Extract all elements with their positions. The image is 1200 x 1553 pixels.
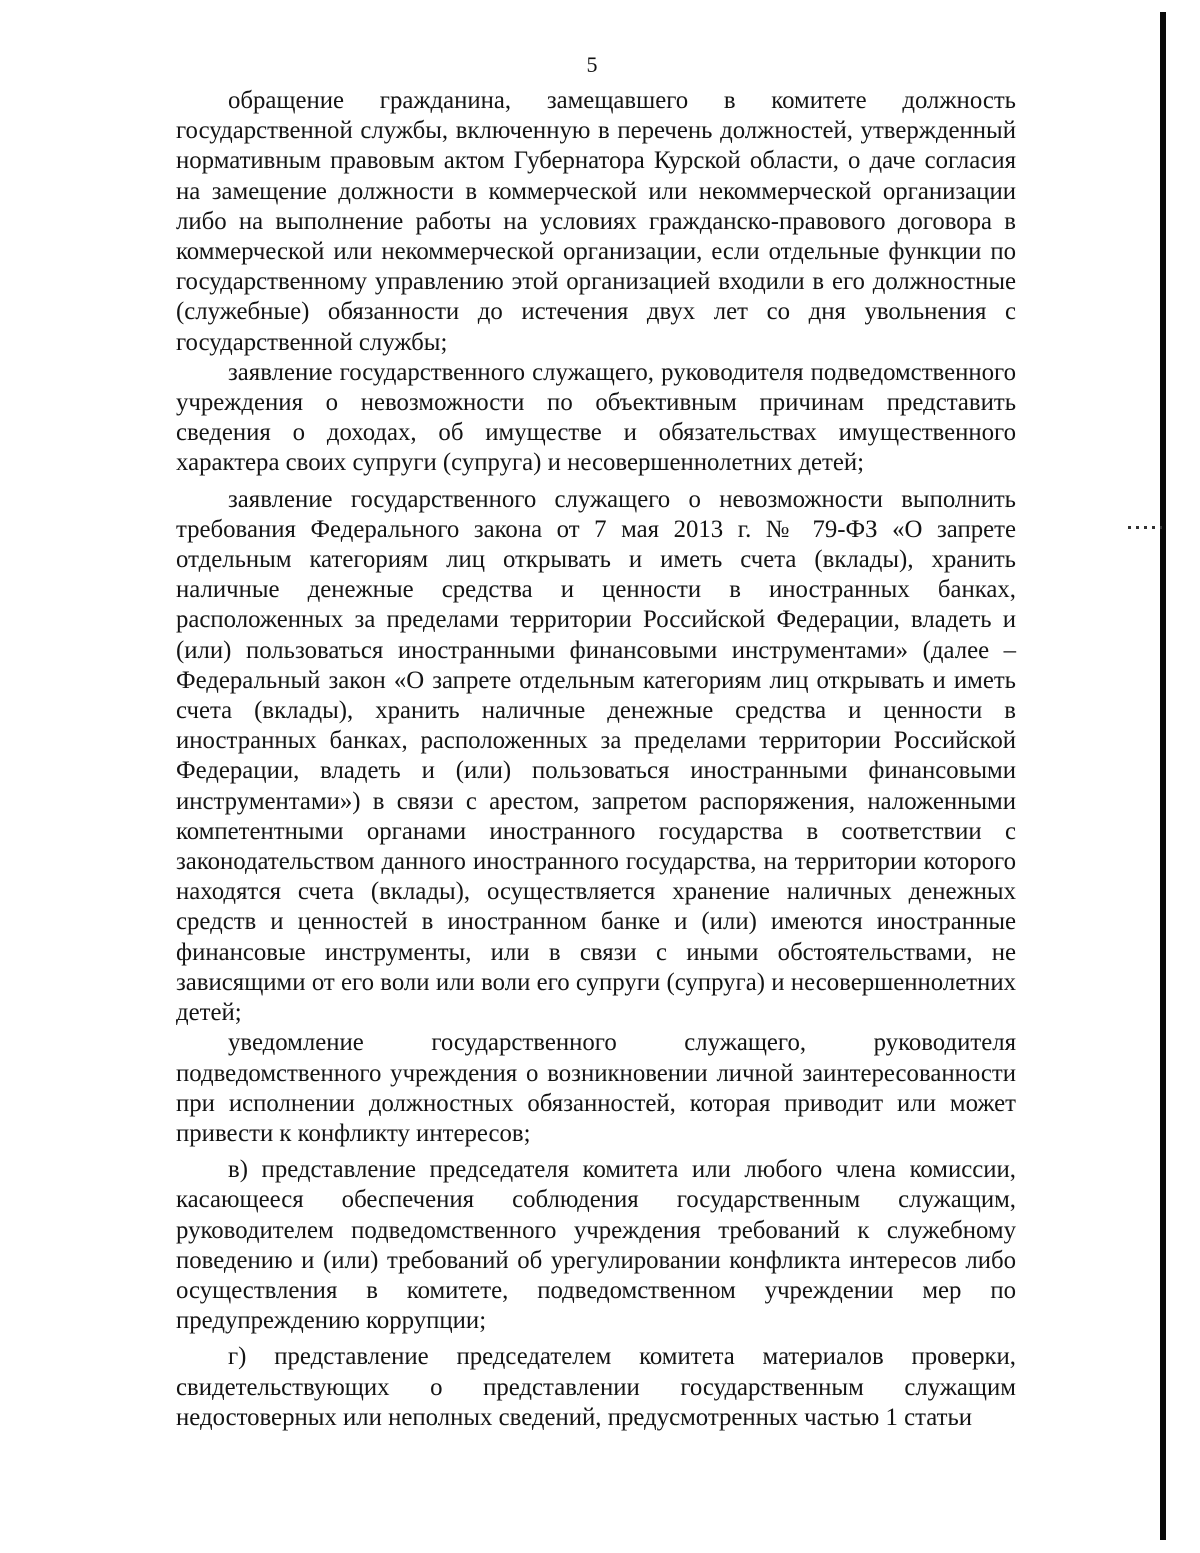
paragraph-appeal: обращение гражданина, замещавшего в комитете должность государственной службы, включенную в перечень должностей, утвержденный нормативным правовым актом Губернатора Курской области, о даче согласия на замещение должности в коммерческой или некоммерческой организации либо на выполнение работы на условиях гражданско-правового договора в коммерческой или некоммерческой организации, если отдельные функции по государственному управлению этой организацией входили в его должностные (служебные) обязанности до истечения двух лет со дня увольнения с государственной службы; [176, 87, 1016, 356]
paragraph-item-v: в) представление председателя комитета или любого члена комиссии, касающееся обеспечения соблюдения государственным служащим, руководителем подведомственного учреждения требований к служебному поведению и (или) требований об урегулировании конфликта интересов либо осуществления в комитете, подведомственном учреждении мер по предупреждению коррупции; [176, 1156, 1016, 1335]
paragraph-statement-foreign-accounts: заявление государственного служащего о невозможности выполнить требования Федерального закона от 7 мая 2013 г. № 79-ФЗ «О запрете отдельным категориям лиц открывать и иметь счета (вклады), хранить наличные денежные средства и ценности в иностранных банках, расположенных за пределами территории Российской Федерации, владеть и (или) пользоваться иностранными финансовыми инструментами» (далее – Федеральный закон «О запрете отдельным категориям лиц открывать и иметь счета (вклады), хранить наличные денежные средства и ценности в иностранных банках, расположенных за пределами территории Российской Федерации, владеть и (или) пользоваться иностранными финансовыми инструментами») в связи с арестом, запретом распоряжения, наложенными компетентными органами иностранного государства в соответствии с законодательством данного иностранного государства, на территории которого находятся счета (вклады), осуществляется хранение наличных денежных средств и ценностей в иностранном банке и (или) имеются иностранные финансовые инструменты, или в связи с иными обстоятельствами, не зависящими от его воли или воли его супруги (супруга) и несовершеннолетних детей; [176, 485, 1016, 1027]
scan-edge-border [1160, 12, 1166, 1540]
page-number: 5 [586, 52, 598, 77]
paragraph-notification-conflict: уведомление государственного служащего, руководителя подведомственного учреждения о возникновении личной заинтересованности при исполнении должностных обязанностей, которая приводит или может привести к конфликту интересов; [176, 1029, 1016, 1147]
paragraph-item-g: г) представление председателем комитета материалов проверки, свидетельствующих о представлении государственным служащим недостоверных или неполных сведений, предусмотренных частью 1 статьи [176, 1343, 1016, 1431]
document-body [176, 86, 1016, 1433]
scan-artifact [1128, 526, 1162, 529]
paragraph-statement-income: заявление государственного служащего, руководителя подведомственного учреждения о невозможности по объективным причинам представить сведения о доходах, об имуществе и обязательствах имущественного характера своих супруги (супруга) и несовершеннолетних детей; [176, 358, 1016, 477]
